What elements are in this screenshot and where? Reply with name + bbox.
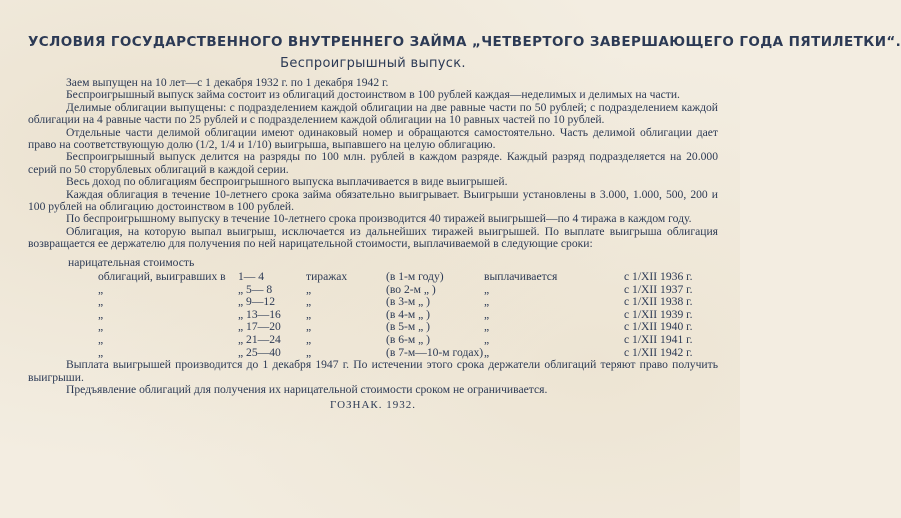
schedule-cell: „ xyxy=(484,333,490,347)
schedule-cell: „ 13—16 xyxy=(238,307,281,321)
paragraph-categories: Беспроигрышный выпуск делится на разряды по 100 млн. рублей в каждом разряде. Каждый разряд подразделяется на 20.000 серий по 50 сторублевых облигаций в каждой серии. xyxy=(28,150,718,176)
schedule-cell: „ xyxy=(306,333,312,347)
paragraph-divisible: Делимые облигации выпущены: с подразделением каждой облигации на две равные части по 50 рублей; с подразделением каждой облигации на 4 равные части по 25 рублей и с подразделением каждой облигации на 10 равных частей по 10 рублей. xyxy=(28,100,718,127)
schedule-cell: тиражах xyxy=(306,270,348,284)
schedule-cell: (в 1-м году) xyxy=(386,270,444,284)
redemption-schedule xyxy=(98,271,693,359)
schedule-cell: „ xyxy=(484,307,490,321)
conditions-body xyxy=(28,77,718,412)
schedule-row xyxy=(98,271,693,284)
schedule-cell: „ 25—40 xyxy=(238,345,281,359)
paragraph-payment-deadline: Выплата выигрышей производится до 1 декабря 1947 г. По истечении этого срока держатели облигаций теряют право получить выигрыши. xyxy=(28,358,718,384)
schedule-cell: с 1/XII 1942 г. xyxy=(624,345,693,359)
schedule-row xyxy=(98,334,693,347)
schedule-cell: (в 3-м „ ) xyxy=(386,295,431,309)
schedule-cell: „ 21—24 xyxy=(238,333,281,347)
paragraph-denomination: Беспроигрышный выпуск займа состоит из облигаций достоинством в 100 рублей каждая—неделимых и делимых на части. xyxy=(66,88,680,102)
schedule-cell: „ 5— 8 xyxy=(238,282,273,296)
paragraph-parts: Отдельные части делимой облигации имеют одинаковый номер и обращаются самостоятельно. Часть делимой облигации дает право на соответствующую долю (1/2, 1/4 и 1/10) выигрыша, выпавшего на целую облигацию. xyxy=(28,125,718,152)
schedule-cell: „ xyxy=(484,320,490,334)
imprint: ГОЗНАК. 1932. xyxy=(329,399,416,412)
schedule-cell: (в 7-м—10-м годах) xyxy=(386,345,484,359)
schedule-cell: с 1/XII 1939 г. xyxy=(624,307,693,321)
schedule-row xyxy=(98,296,693,309)
schedule-cell: „ xyxy=(306,345,312,359)
paragraph-term: Заем выпущен на 10 лет—с 1 декабря 1932 г. по 1 декабря 1942 г. xyxy=(66,76,389,89)
document-subtitle: Беспроигрышный выпуск. xyxy=(280,56,466,71)
schedule-cell: 1— 4 xyxy=(238,270,265,284)
schedule-cell: „ xyxy=(306,282,312,296)
schedule-cell: „ xyxy=(306,295,312,309)
schedule-cell: „ xyxy=(98,307,104,321)
schedule-cell: (в 5-м „ ) xyxy=(386,320,431,334)
schedule-cell: с 1/XII 1941 г. xyxy=(624,333,693,347)
schedule-cell: „ 17—20 xyxy=(238,320,281,334)
schedule-cell: „ xyxy=(484,282,490,296)
schedule-cell: „ xyxy=(484,295,490,309)
schedule-cell: „ xyxy=(98,345,104,359)
paragraph-presentation: Предъявление облигаций для получения их нарицательной стоимости сроком не ограничивается. xyxy=(66,383,548,397)
schedule-cell: облигаций, выигравших в xyxy=(98,270,226,284)
paragraph-redemption: Облигация, на которую выпал выигрыш, исключается из дальнейших тиражей выигрышей. По выплате выигрыша облигация возвращается ее держателю для получения по ней нарицательной стоимости, выплачиваемой в следующие сроки: xyxy=(28,224,718,251)
schedule-cell: (во 2-м „ ) xyxy=(386,282,436,296)
document-title: УСЛОВИЯ ГОСУДАРСТВЕННОГО ВНУТРЕННЕГО ЗАЙМА „ЧЕТВЕРТОГО ЗАВЕРШАЮЩЕГО ГОДА ПЯТИЛЕТКИ“. xyxy=(28,34,901,50)
schedule-cell: (в 4-м „ ) xyxy=(386,307,431,321)
schedule-cell: (в 6-м „ ) xyxy=(386,333,431,347)
schedule-cell: с 1/XII 1938 г. xyxy=(624,295,693,309)
schedule-cell: с 1/XII 1936 г. xyxy=(624,270,693,284)
schedule-cell: „ xyxy=(98,295,104,309)
schedule-cell: „ xyxy=(98,333,104,347)
paragraph-income: Весь доход по облигациям беспроигрышного выпуска выплачивается в виде выигрышей. xyxy=(66,175,508,189)
paragraph-draws: По беспроигрышному выпуску в течение 10-летнего срока производится 40 тиражей выигрышей—по 4 тиража в каждом году. xyxy=(66,212,692,226)
schedule-cell: „ xyxy=(98,282,104,296)
schedule-cell: выплачивается xyxy=(484,270,558,284)
paragraph-winnings: Каждая облигация в течение 10-летнего срока займа обязательно выигрывает. Выигрыши установлены в 3.000, 1.000, 500, 200 и 100 рублей на облигацию достоинством в 100 рублей. xyxy=(28,187,718,214)
schedule-cell: „ xyxy=(98,320,104,334)
schedule-caption: нарицательная стоимость xyxy=(68,255,195,269)
schedule-cell: с 1/XII 1937 г. xyxy=(624,282,693,296)
schedule-cell: „ xyxy=(306,307,312,321)
schedule-cell: „ 9—12 xyxy=(238,295,276,309)
schedule-cell: „ xyxy=(306,320,312,334)
schedule-cell: „ xyxy=(484,345,490,359)
schedule-cell: с 1/XII 1940 г. xyxy=(624,320,693,334)
